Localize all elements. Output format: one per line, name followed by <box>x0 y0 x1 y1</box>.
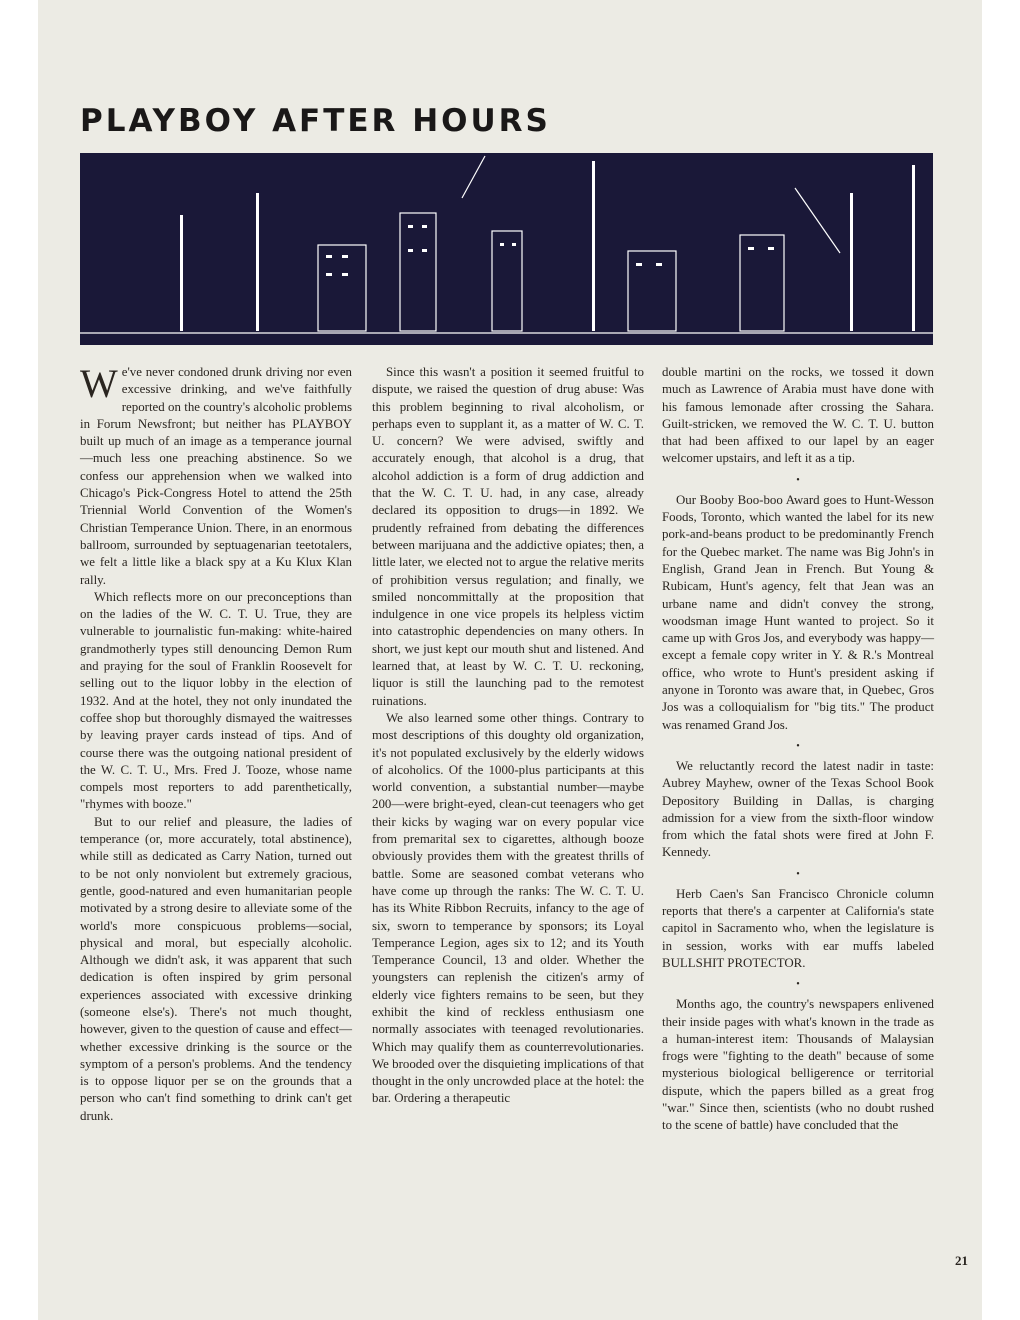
paragraph <box>80 361 352 589</box>
drop-cap: W <box>80 361 118 406</box>
section-separator: • <box>796 868 800 880</box>
paragraph: We reluctantly record the latest nadir in taste: Aubrey Mayhew, owner of the Texas School Book Depository Building in Dallas, is charging admission for a view from the sixth-floor window from which the fatal shots were fired at John F. Kennedy. <box>662 758 934 860</box>
column-3 <box>662 364 934 1135</box>
scan-margin <box>0 0 38 1320</box>
section-separator: • <box>796 979 800 991</box>
paragraph: But to our relief and pleasure, the ladies of temperance (or, more accurately, total abstinence), while still as dedicated as Carry Nation, turned out to be not only nonviolent but extremely gracious, gentle, good-natured and even humanitarian people motivated by a strong desire to alleviate some of the world's more conspicuous problems—social, physical and moral, but especially alcoholic. Although we didn't ask, it was apparent that such dedication is often inspired by grim personal experiences associated with excessive drinking (someone else's). There's not much thought, however, given to the question of cause and effect—whether excessive drinking is the source or the symptom of a person's problems. And the tendency is to oppose liquor per se on the grounds that a person who can't find something to drink can't get drunk. <box>80 814 352 1123</box>
paragraph: Which reflects more on our preconceptions than on the ladies of the W. C. T. U. True, they are vulnerable to journalistic fun-making: white-haired grandmotherly types still denouncing Demon Rum and praying for the soul of Franklin Roosevelt for selling out to the liquor lobby in the election of 1932. And at the hotel, they not only inundated the coffee shop but thoroughly dismayed the waitresses by leaving prayer cards instead of tips. And of course there was the outgoing national president of the W. C. T. U., Mrs. Fred J. Tooze, whose name compels most reporters to add parenthetically, "rhymes with booze." <box>80 589 352 812</box>
city-skyline-illustration <box>80 153 933 345</box>
paragraph: double martini on the rocks, we tossed it down much as Lawrence of Arabia must have done with his famous lemonade after crossing the Sahara. Guilt-stricken, we removed the W. C. T. U. button that had been affixed to our lapel by an eager welcomer upstairs, and left it as a tip. <box>662 365 934 466</box>
paragraph: Herb Caen's San Francisco Chronicle column reports that there's a carpenter at California's state capitol in Sacramento who, when the legislature is in session, works with ear muffs labeled BULLSHIT PROTECTOR. <box>662 886 934 970</box>
paragraph: Our Booby Boo-boo Award goes to Hunt-Wesson Foods, Toronto, which wanted the label for its new pork-and-beans product to be predominantly French for the Quebec market. The name was Big John's in English, Grand Jean in French. But Young & Rubicam, Hunt's agency, felt that Jean was an urbane name and didn't convey the strong, woodsman image Hunt wanted to project. So it came up with Gros Jos, and everybody was happy—except a female copy writer in Y. & R.'s Montreal office, who wrote to Hunt's president asking if anyone in Toronto was aware that, in Quebec, Gros Jos was a colloquialism for "big tits." The product was renamed Grand Jos. <box>662 492 934 732</box>
column-2 <box>372 364 644 1108</box>
paragraph: We also learned some other things. Contrary to most descriptions of this doughty old organization, it's not populated exclusively by the elderly widows of alcoholics. Of the 1000-plus participants at this world convention, a substantial number—maybe 200—were bright-eyed, clean-cut teenagers who get their kicks by waging war on every popular vice from premarital sex to cigarettes, although booze obviously provides them with the greatest thrills of battle. Some are seasoned combat veterans who have come up through the ranks: The W. C. T. U. has its White Ribbon Recruits, infancy to the age of six, sworn to temperance by sponsors; its Loyal Temperance Legion, ages six to 12; and its Youth Temperance Council, 13 and older. Whether the youngsters can replenish the citizen's army of elderly vice fighters remains to be seen, but they exhibit the kind of reckless enthusiasm one normally associates with teenaged revolutionaries. Which may qualify them as counterrevolutionaries. We brooded over the disquieting implications of that thought in the only uncrowded place at the hotel: the bar. Ordering a therapeutic <box>372 710 644 1106</box>
paragraph-text: e've never condoned drunk driving nor even excessive drinking, and we've faithfully reported on the country's alcoholic problems in Forum Newsfront; but neither has PLAYBOY built up much of an image as a temperance journal—much less one preaching abstinence. So we confess our apprehension when we walked into Chicago's Pick-Congress Hotel to attend the 25th Triennial World Convention of the Women's Christian Temperance Union. There, in an enormous ballroom, surrounded by septuagenarian teetotalers, we felt a little like a black spy at a Ku Klux Klan rally. <box>80 365 352 587</box>
paragraph: Since this wasn't a position it seemed fruitful to dispute, we raised the question of drug abuse: Was this problem beginning to rival alcoholism, or perhaps even to supplant it, as a matter of W. C. T. U. concern? We were advised, swiftly and accurately enough, that alcohol is a drug, that alcohol addiction is a form of drug addiction and that the W. C. T. U. had, in any case, already declared its opposition to drugs—in 1892. We prudently refrained from debating the differences between marijuana and the addictive opiates; then, a little later, we elected not to argue the relative merits of prohibition versus regulation; and finally, we smiled noncommittally at the proposition that indulgence in one vice propels its helpless victim into catastrophic dependencies on many others. In short, we just kept our mouth shut and listened. And learned that, at least by W. C. T. U. reckoning, liquor is still the launching pad to the remotest ruinations. <box>372 365 644 708</box>
section-separator: • <box>796 474 800 486</box>
paragraph: Months ago, the country's newspapers enlivened their inside pages with what's known in the trade as a human-interest item: Thousands of Malaysian frogs were "fighting to the death" because of some mysterious biological belligerence or territorial dispute, which the papers billed as a great frog "war." Since then, scientists (who no doubt rushed to the scene of battle) have concluded that the <box>662 997 934 1133</box>
headline: PLAYBOY AFTER HOURS <box>80 103 551 139</box>
section-separator: • <box>796 740 800 752</box>
page-number: 21 <box>955 1253 968 1268</box>
column-1 <box>80 361 352 1125</box>
